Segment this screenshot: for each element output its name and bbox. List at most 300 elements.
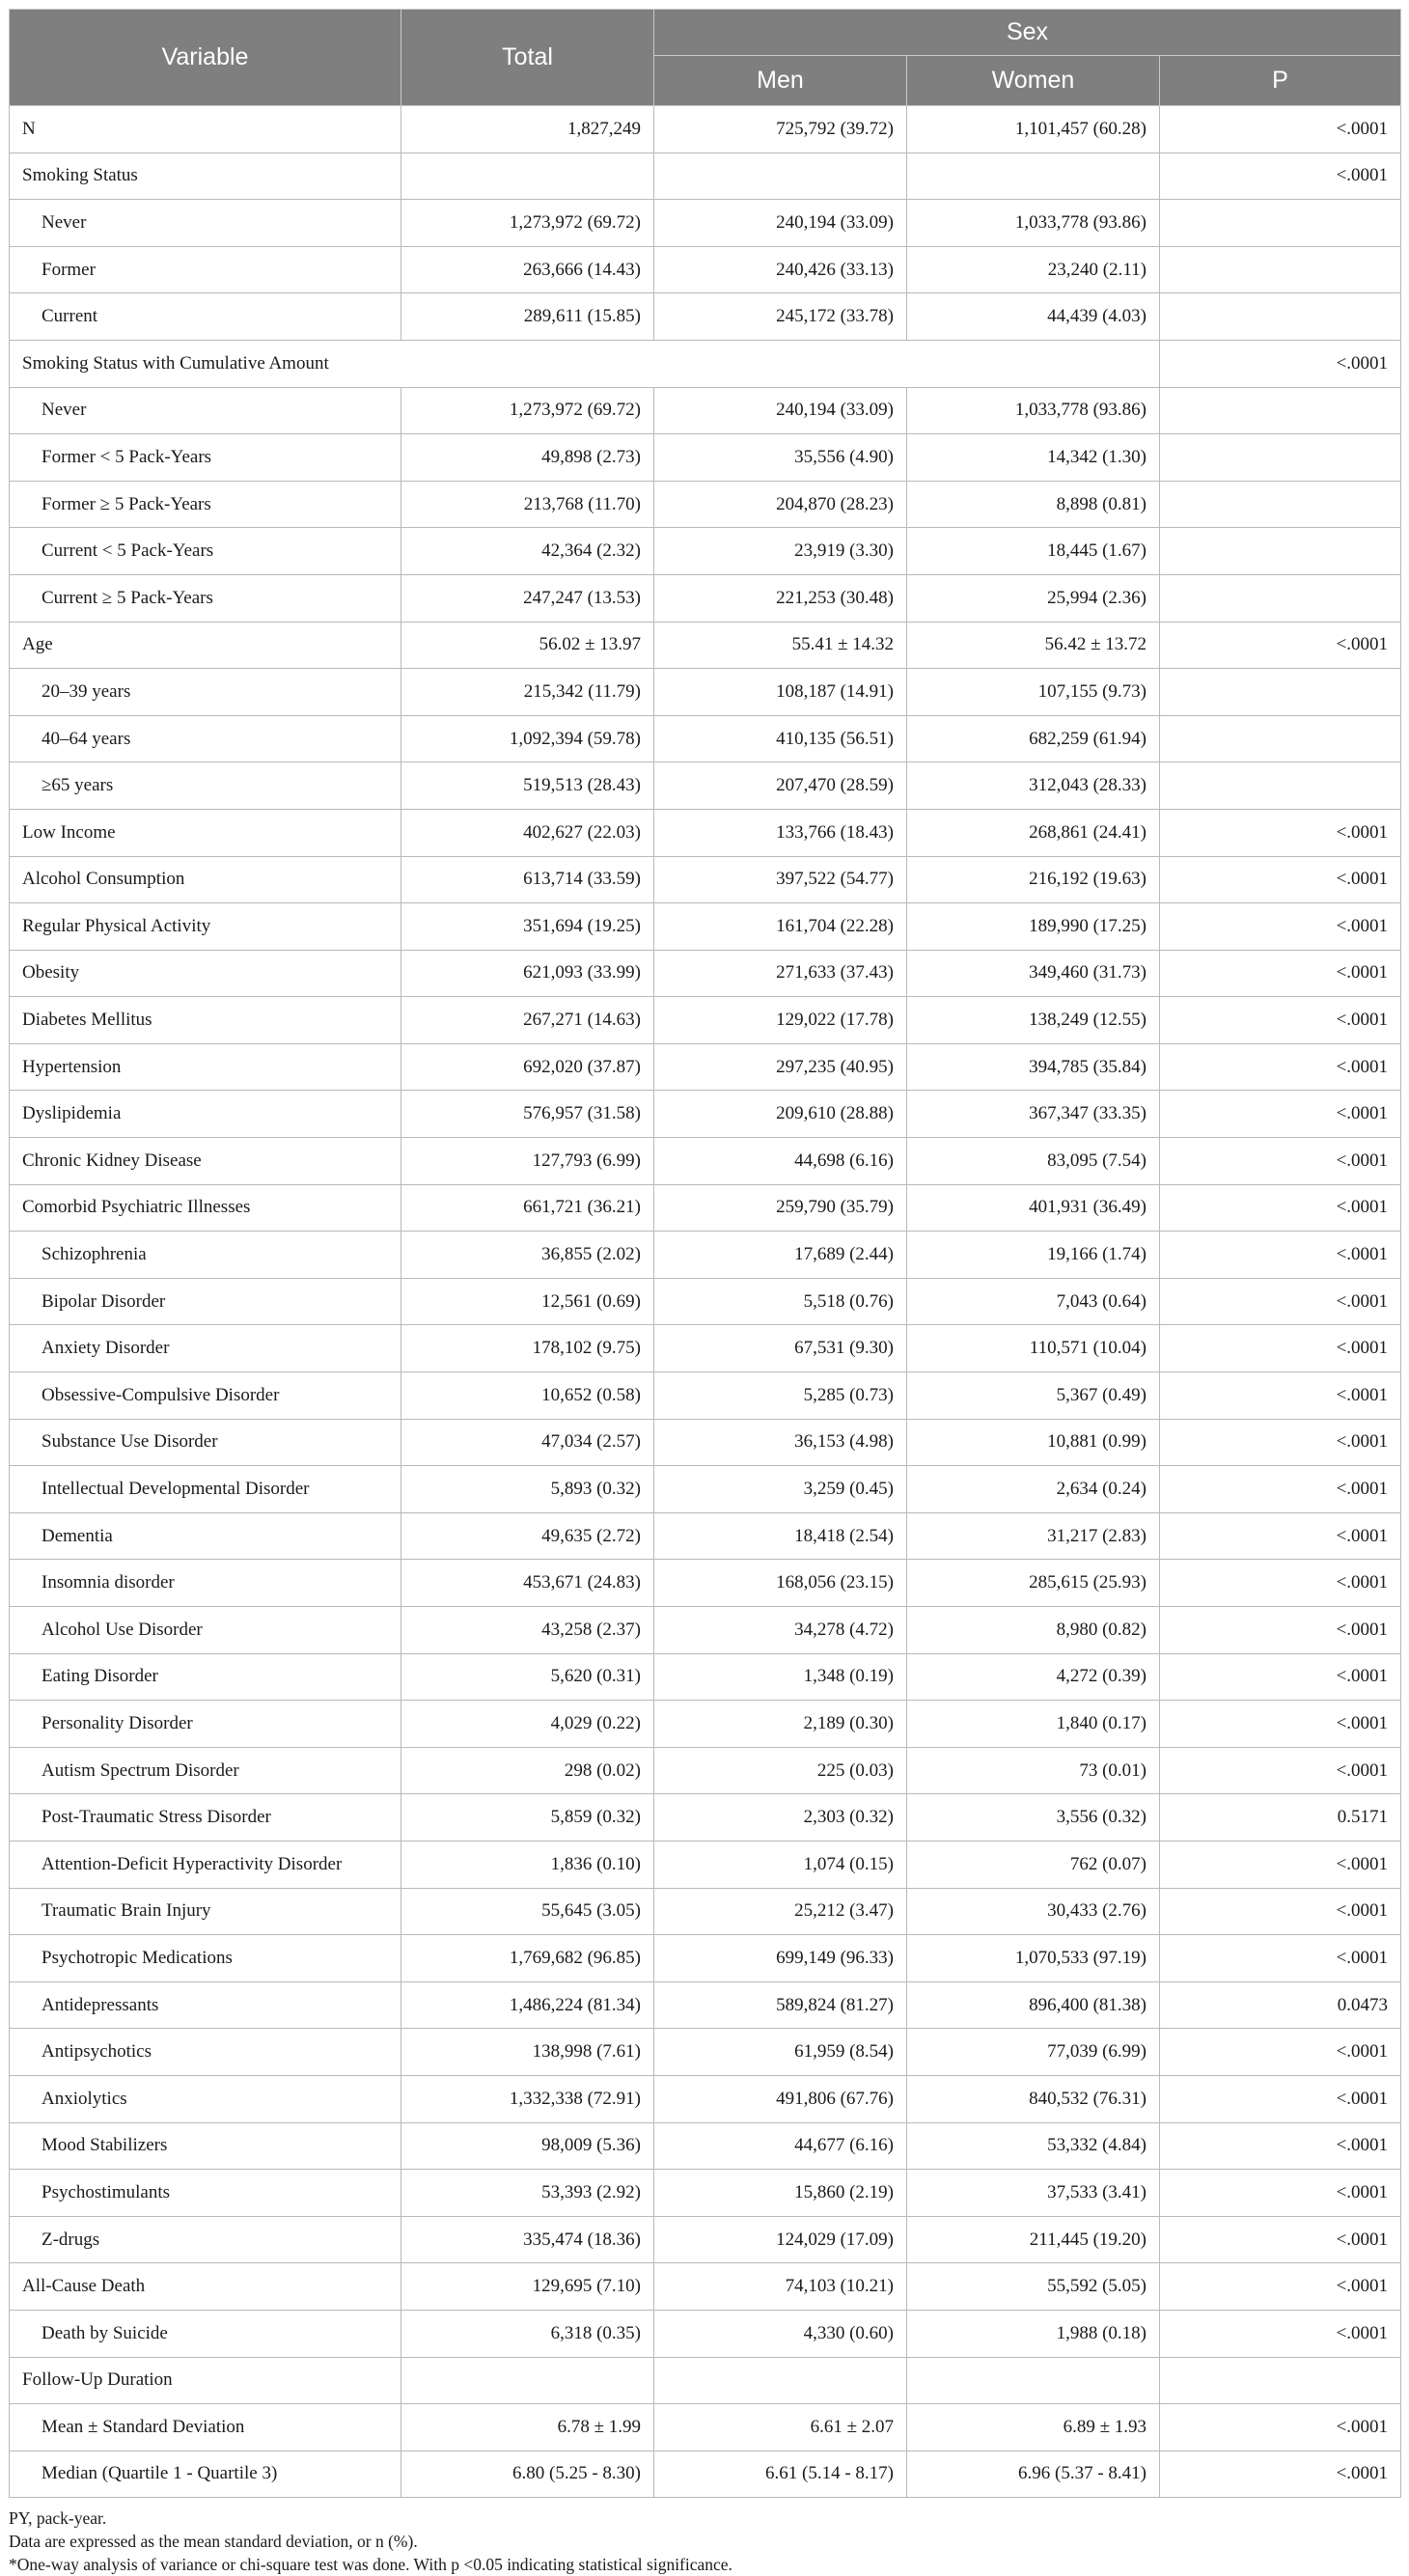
cell-total: 178,102 (9.75) [401, 1325, 654, 1372]
table-row [10, 1372, 1401, 1420]
cell-p-value [1160, 2357, 1401, 2404]
row-label: 20–39 years [10, 669, 401, 716]
row-label: Substance Use Disorder [10, 1419, 401, 1466]
cell-p-value: <.0001 [1160, 2310, 1401, 2357]
cell-women: 312,043 (28.33) [907, 762, 1160, 810]
cell-p-value [1160, 528, 1401, 575]
cell-men: 491,806 (67.76) [654, 2075, 907, 2122]
table-row [10, 434, 1401, 482]
cell-men: 124,029 (17.09) [654, 2216, 907, 2263]
cell-p-value: <.0001 [1160, 1419, 1401, 1466]
cell-total: 263,666 (14.43) [401, 246, 654, 293]
cell-total: 36,855 (2.02) [401, 1232, 654, 1279]
cell-p-value: <.0001 [1160, 2451, 1401, 2498]
cell-total: 6,318 (0.35) [401, 2310, 654, 2357]
cell-total: 215,342 (11.79) [401, 669, 654, 716]
table-row [10, 1138, 1401, 1185]
cell-men: 44,677 (6.16) [654, 2122, 907, 2170]
row-label: Smoking Status with Cumulative Amount [10, 340, 1160, 387]
table-row [10, 2075, 1401, 2122]
cell-women: 6.96 (5.37 - 8.41) [907, 2451, 1160, 2498]
table-row [10, 152, 1401, 200]
cell-p-value: <.0001 [1160, 1560, 1401, 1607]
row-label: Current < 5 Pack-Years [10, 528, 401, 575]
row-label: Personality Disorder [10, 1701, 401, 1748]
row-label: Psychotropic Medications [10, 1935, 401, 1982]
cell-men: 297,235 (40.95) [654, 1043, 907, 1091]
cell-men: 245,172 (33.78) [654, 293, 907, 341]
cell-p-value: <.0001 [1160, 1043, 1401, 1091]
cell-p-value: <.0001 [1160, 2404, 1401, 2451]
cell-total: 453,671 (24.83) [401, 1560, 654, 1607]
cell-men: 17,689 (2.44) [654, 1232, 907, 1279]
cell-p-value: <.0001 [1160, 2075, 1401, 2122]
cell-p-value: <.0001 [1160, 1747, 1401, 1794]
cell-p-value: <.0001 [1160, 1653, 1401, 1701]
cell-women: 268,861 (24.41) [907, 809, 1160, 856]
cell-women: 31,217 (2.83) [907, 1512, 1160, 1560]
row-label: Z-drugs [10, 2216, 401, 2263]
table-row [10, 1419, 1401, 1466]
table-body [10, 106, 1401, 2498]
table-row [10, 106, 1401, 153]
cell-men [654, 152, 907, 200]
cell-p-value [1160, 574, 1401, 622]
cell-women: 1,070,533 (97.19) [907, 1935, 1160, 1982]
cell-p-value: <.0001 [1160, 1841, 1401, 1888]
cell-total: 127,793 (6.99) [401, 1138, 654, 1185]
cell-men: 5,518 (0.76) [654, 1278, 907, 1325]
table-row [10, 2216, 1401, 2263]
cell-total: 4,029 (0.22) [401, 1701, 654, 1748]
footnote-abbreviation: PY, pack-year. [9, 2508, 107, 2529]
cell-women: 1,033,778 (93.86) [907, 387, 1160, 434]
cell-men: 161,704 (22.28) [654, 903, 907, 951]
table-row [10, 1232, 1401, 1279]
cell-women: 1,033,778 (93.86) [907, 200, 1160, 247]
row-label: Traumatic Brain Injury [10, 1888, 401, 1935]
cell-men: 5,285 (0.73) [654, 1372, 907, 1420]
cell-total: 138,998 (7.61) [401, 2029, 654, 2076]
row-label: Obesity [10, 950, 401, 997]
table-row [10, 1701, 1401, 1748]
cell-total: 56.02 ± 13.97 [401, 622, 654, 669]
table-row [10, 1184, 1401, 1232]
cell-women: 216,192 (19.63) [907, 856, 1160, 903]
row-label: Eating Disorder [10, 1653, 401, 1701]
cell-p-value: <.0001 [1160, 106, 1401, 153]
row-label: Hypertension [10, 1043, 401, 1091]
cell-total: 576,957 (31.58) [401, 1091, 654, 1138]
cell-p-value [1160, 434, 1401, 482]
cell-women: 1,988 (0.18) [907, 2310, 1160, 2357]
row-label: Smoking Status [10, 152, 401, 200]
row-label: Schizophrenia [10, 1232, 401, 1279]
cell-p-value [1160, 246, 1401, 293]
cell-p-value [1160, 669, 1401, 716]
cell-women: 896,400 (81.38) [907, 1981, 1160, 2029]
row-label: Anxiolytics [10, 2075, 401, 2122]
cell-total: 247,247 (13.53) [401, 574, 654, 622]
cell-total: 298 (0.02) [401, 1747, 654, 1794]
cell-p-value [1160, 293, 1401, 341]
cell-p-value: <.0001 [1160, 2263, 1401, 2311]
table-row [10, 762, 1401, 810]
row-label: Antidepressants [10, 1981, 401, 2029]
cell-p-value: <.0001 [1160, 1325, 1401, 1372]
cell-total: 10,652 (0.58) [401, 1372, 654, 1420]
cell-women: 4,272 (0.39) [907, 1653, 1160, 1701]
row-label: Psychostimulants [10, 2170, 401, 2217]
data-table [9, 9, 1401, 2498]
row-label: Obsessive-Compulsive Disorder [10, 1372, 401, 1420]
cell-p-value: <.0001 [1160, 809, 1401, 856]
cell-p-value [1160, 200, 1401, 247]
column-header-women: Women [907, 56, 1160, 106]
cell-p-value: <.0001 [1160, 152, 1401, 200]
cell-men: 133,766 (18.43) [654, 809, 907, 856]
table-row [10, 2404, 1401, 2451]
table-row [10, 1043, 1401, 1091]
table-row [10, 1278, 1401, 1325]
cell-women: 73 (0.01) [907, 1747, 1160, 1794]
cell-total: 335,474 (18.36) [401, 2216, 654, 2263]
footnote-data-format: Data are expressed as the mean standard deviation, or n (%). [9, 2532, 418, 2552]
cell-total: 49,635 (2.72) [401, 1512, 654, 1560]
row-label: Mean ± Standard Deviation [10, 2404, 401, 2451]
cell-men: 61,959 (8.54) [654, 2029, 907, 2076]
cell-women: 107,155 (9.73) [907, 669, 1160, 716]
row-label: Comorbid Psychiatric Illnesses [10, 1184, 401, 1232]
cell-total: 47,034 (2.57) [401, 1419, 654, 1466]
table-row [10, 2122, 1401, 2170]
cell-p-value: <.0001 [1160, 1607, 1401, 1654]
cell-men: 699,149 (96.33) [654, 1935, 907, 1982]
table-row [10, 622, 1401, 669]
row-label: Current ≥ 5 Pack-Years [10, 574, 401, 622]
cell-men: 397,522 (54.77) [654, 856, 907, 903]
cell-p-value: <.0001 [1160, 2122, 1401, 2170]
table-row [10, 293, 1401, 341]
cell-women: 10,881 (0.99) [907, 1419, 1160, 1466]
row-label: Insomnia disorder [10, 1560, 401, 1607]
cell-women: 3,556 (0.32) [907, 1794, 1160, 1842]
row-label: Mood Stabilizers [10, 2122, 401, 2170]
cell-p-value: 0.0473 [1160, 1981, 1401, 2029]
cell-men: 240,194 (33.09) [654, 387, 907, 434]
cell-women: 30,433 (2.76) [907, 1888, 1160, 1935]
cell-total: 402,627 (22.03) [401, 809, 654, 856]
cell-total: 98,009 (5.36) [401, 2122, 654, 2170]
cell-total: 6.80 (5.25 - 8.30) [401, 2451, 654, 2498]
table-row [10, 1794, 1401, 1842]
cell-total [401, 2357, 654, 2404]
cell-p-value: 0.5171 [1160, 1794, 1401, 1842]
cell-p-value: <.0001 [1160, 1888, 1401, 1935]
row-label: Former ≥ 5 Pack-Years [10, 481, 401, 528]
cell-total: 55,645 (3.05) [401, 1888, 654, 1935]
cell-p-value [1160, 481, 1401, 528]
row-label: Alcohol Consumption [10, 856, 401, 903]
row-label: ≥65 years [10, 762, 401, 810]
cell-women: 8,980 (0.82) [907, 1607, 1160, 1654]
row-label: Post-Traumatic Stress Disorder [10, 1794, 401, 1842]
row-label: Age [10, 622, 401, 669]
row-label: Diabetes Mellitus [10, 997, 401, 1044]
cell-women [907, 2357, 1160, 2404]
row-label: Former < 5 Pack-Years [10, 434, 401, 482]
row-label: All-Cause Death [10, 2263, 401, 2311]
cell-women: 14,342 (1.30) [907, 434, 1160, 482]
row-label: Follow-Up Duration [10, 2357, 401, 2404]
cell-total [401, 152, 654, 200]
cell-p-value: <.0001 [1160, 1701, 1401, 1748]
column-header-men: Men [654, 56, 907, 106]
cell-women: 211,445 (19.20) [907, 2216, 1160, 2263]
cell-total: 1,827,249 [401, 106, 654, 153]
footnote-statistics: *One-way analysis of variance or chi-square test was done. With p <0.05 indicating statistical significance. [9, 2555, 732, 2575]
row-label: Dyslipidemia [10, 1091, 401, 1138]
cell-total: 42,364 (2.32) [401, 528, 654, 575]
cell-women: 840,532 (76.31) [907, 2075, 1160, 2122]
table-row [10, 2029, 1401, 2076]
cell-total: 613,714 (33.59) [401, 856, 654, 903]
cell-women: 37,533 (3.41) [907, 2170, 1160, 2217]
cell-men: 207,470 (28.59) [654, 762, 907, 810]
cell-total: 1,486,224 (81.34) [401, 1981, 654, 2029]
cell-women: 55,592 (5.05) [907, 2263, 1160, 2311]
row-label: Attention-Deficit Hyperactivity Disorder [10, 1841, 401, 1888]
cell-men: 221,253 (30.48) [654, 574, 907, 622]
cell-men: 204,870 (28.23) [654, 481, 907, 528]
cell-men: 271,633 (37.43) [654, 950, 907, 997]
cell-women: 77,039 (6.99) [907, 2029, 1160, 2076]
table-row [10, 997, 1401, 1044]
cell-men: 67,531 (9.30) [654, 1325, 907, 1372]
row-label: Current [10, 293, 401, 341]
column-header-total: Total [401, 10, 654, 106]
row-label: Chronic Kidney Disease [10, 1138, 401, 1185]
row-label: Bipolar Disorder [10, 1278, 401, 1325]
cell-women: 83,095 (7.54) [907, 1138, 1160, 1185]
cell-p-value [1160, 762, 1401, 810]
cell-men: 34,278 (4.72) [654, 1607, 907, 1654]
table-row [10, 200, 1401, 247]
cell-total: 267,271 (14.63) [401, 997, 654, 1044]
table-row [10, 528, 1401, 575]
table-container [9, 9, 1400, 2576]
table-row [10, 1466, 1401, 1513]
cell-total: 1,769,682 (96.85) [401, 1935, 654, 1982]
cell-men: 55.41 ± 14.32 [654, 622, 907, 669]
cell-p-value: <.0001 [1160, 950, 1401, 997]
cell-men: 2,303 (0.32) [654, 1794, 907, 1842]
cell-women: 23,240 (2.11) [907, 246, 1160, 293]
table-row [10, 1325, 1401, 1372]
row-label: Anxiety Disorder [10, 1325, 401, 1372]
cell-total: 12,561 (0.69) [401, 1278, 654, 1325]
cell-p-value: <.0001 [1160, 622, 1401, 669]
table-row [10, 1747, 1401, 1794]
cell-women: 1,101,457 (60.28) [907, 106, 1160, 153]
table-row [10, 669, 1401, 716]
cell-men: 209,610 (28.88) [654, 1091, 907, 1138]
cell-women: 189,990 (17.25) [907, 903, 1160, 951]
cell-p-value: <.0001 [1160, 1935, 1401, 1982]
table-row [10, 2170, 1401, 2217]
cell-women: 44,439 (4.03) [907, 293, 1160, 341]
cell-women: 5,367 (0.49) [907, 1372, 1160, 1420]
cell-p-value: <.0001 [1160, 903, 1401, 951]
row-label: N [10, 106, 401, 153]
cell-total: 661,721 (36.21) [401, 1184, 654, 1232]
cell-total: 6.78 ± 1.99 [401, 2404, 654, 2451]
row-label: Antipsychotics [10, 2029, 401, 2076]
table-row [10, 340, 1401, 387]
row-label: Median (Quartile 1 - Quartile 3) [10, 2451, 401, 2498]
cell-men: 259,790 (35.79) [654, 1184, 907, 1232]
cell-women: 6.89 ± 1.93 [907, 2404, 1160, 2451]
table-row [10, 1607, 1401, 1654]
table-row [10, 2451, 1401, 2498]
cell-men: 2,189 (0.30) [654, 1701, 907, 1748]
row-label: Death by Suicide [10, 2310, 401, 2357]
cell-total: 43,258 (2.37) [401, 1607, 654, 1654]
cell-women: 53,332 (4.84) [907, 2122, 1160, 2170]
table-row [10, 1512, 1401, 1560]
cell-men: 18,418 (2.54) [654, 1512, 907, 1560]
cell-men: 1,074 (0.15) [654, 1841, 907, 1888]
cell-women: 8,898 (0.81) [907, 481, 1160, 528]
cell-p-value [1160, 715, 1401, 762]
cell-women: 7,043 (0.64) [907, 1278, 1160, 1325]
cell-p-value: <.0001 [1160, 340, 1401, 387]
column-header-sex: Sex [654, 10, 1401, 56]
row-label: Alcohol Use Disorder [10, 1607, 401, 1654]
cell-men: 240,194 (33.09) [654, 200, 907, 247]
cell-p-value: <.0001 [1160, 856, 1401, 903]
cell-p-value: <.0001 [1160, 1372, 1401, 1420]
row-label: Intellectual Developmental Disorder [10, 1466, 401, 1513]
column-header-p: P [1160, 56, 1401, 106]
cell-p-value [1160, 387, 1401, 434]
cell-men: 15,860 (2.19) [654, 2170, 907, 2217]
cell-total: 213,768 (11.70) [401, 481, 654, 528]
cell-p-value: <.0001 [1160, 997, 1401, 1044]
row-label: Dementia [10, 1512, 401, 1560]
cell-p-value: <.0001 [1160, 2216, 1401, 2263]
cell-p-value: <.0001 [1160, 2029, 1401, 2076]
cell-p-value: <.0001 [1160, 1091, 1401, 1138]
cell-women: 25,994 (2.36) [907, 574, 1160, 622]
cell-men: 44,698 (6.16) [654, 1138, 907, 1185]
cell-total: 289,611 (15.85) [401, 293, 654, 341]
table-footnotes [9, 2507, 1400, 2576]
cell-men: 35,556 (4.90) [654, 434, 907, 482]
cell-men: 36,153 (4.98) [654, 1419, 907, 1466]
row-label: Autism Spectrum Disorder [10, 1747, 401, 1794]
cell-p-value: <.0001 [1160, 1466, 1401, 1513]
cell-men: 240,426 (33.13) [654, 246, 907, 293]
table-row [10, 481, 1401, 528]
cell-p-value: <.0001 [1160, 1232, 1401, 1279]
cell-men [654, 2357, 907, 2404]
column-header-variable: Variable [10, 10, 401, 106]
cell-total: 49,898 (2.73) [401, 434, 654, 482]
cell-women: 762 (0.07) [907, 1841, 1160, 1888]
cell-women: 138,249 (12.55) [907, 997, 1160, 1044]
table-row [10, 1653, 1401, 1701]
cell-men: 589,824 (81.27) [654, 1981, 907, 2029]
table-row [10, 387, 1401, 434]
cell-women: 394,785 (35.84) [907, 1043, 1160, 1091]
cell-women: 401,931 (36.49) [907, 1184, 1160, 1232]
table-row [10, 574, 1401, 622]
table-row [10, 2263, 1401, 2311]
cell-total: 1,273,972 (69.72) [401, 387, 654, 434]
cell-women: 1,840 (0.17) [907, 1701, 1160, 1748]
table-row [10, 1560, 1401, 1607]
row-label: Regular Physical Activity [10, 903, 401, 951]
cell-total: 1,332,338 (72.91) [401, 2075, 654, 2122]
table-row [10, 2310, 1401, 2357]
table-row [10, 715, 1401, 762]
table-row [10, 1841, 1401, 1888]
cell-total: 621,093 (33.99) [401, 950, 654, 997]
table-row [10, 1935, 1401, 1982]
cell-women: 18,445 (1.67) [907, 528, 1160, 575]
cell-total: 692,020 (37.87) [401, 1043, 654, 1091]
table-row [10, 903, 1401, 951]
cell-men: 225 (0.03) [654, 1747, 907, 1794]
cell-women: 285,615 (25.93) [907, 1560, 1160, 1607]
table-row [10, 809, 1401, 856]
cell-women [907, 152, 1160, 200]
cell-p-value: <.0001 [1160, 1512, 1401, 1560]
row-label: Never [10, 200, 401, 247]
table-row [10, 1981, 1401, 2029]
cell-total: 129,695 (7.10) [401, 2263, 654, 2311]
cell-men: 129,022 (17.78) [654, 997, 907, 1044]
cell-men: 6.61 (5.14 - 8.17) [654, 2451, 907, 2498]
row-label: Low Income [10, 809, 401, 856]
cell-p-value: <.0001 [1160, 1184, 1401, 1232]
cell-p-value: <.0001 [1160, 1278, 1401, 1325]
cell-total: 5,859 (0.32) [401, 1794, 654, 1842]
cell-men: 4,330 (0.60) [654, 2310, 907, 2357]
cell-men: 6.61 ± 2.07 [654, 2404, 907, 2451]
cell-men: 74,103 (10.21) [654, 2263, 907, 2311]
cell-total: 53,393 (2.92) [401, 2170, 654, 2217]
table-header [10, 10, 1401, 106]
cell-men: 25,212 (3.47) [654, 1888, 907, 1935]
cell-men: 3,259 (0.45) [654, 1466, 907, 1513]
cell-p-value: <.0001 [1160, 2170, 1401, 2217]
cell-men: 23,919 (3.30) [654, 528, 907, 575]
cell-women: 2,634 (0.24) [907, 1466, 1160, 1513]
table-row [10, 2357, 1401, 2404]
table-row [10, 1888, 1401, 1935]
cell-men: 168,056 (23.15) [654, 1560, 907, 1607]
cell-men: 1,348 (0.19) [654, 1653, 907, 1701]
cell-total: 1,092,394 (59.78) [401, 715, 654, 762]
cell-total: 5,620 (0.31) [401, 1653, 654, 1701]
cell-men: 725,792 (39.72) [654, 106, 907, 153]
row-label: Former [10, 246, 401, 293]
cell-women: 19,166 (1.74) [907, 1232, 1160, 1279]
cell-total: 5,893 (0.32) [401, 1466, 654, 1513]
cell-women: 110,571 (10.04) [907, 1325, 1160, 1372]
